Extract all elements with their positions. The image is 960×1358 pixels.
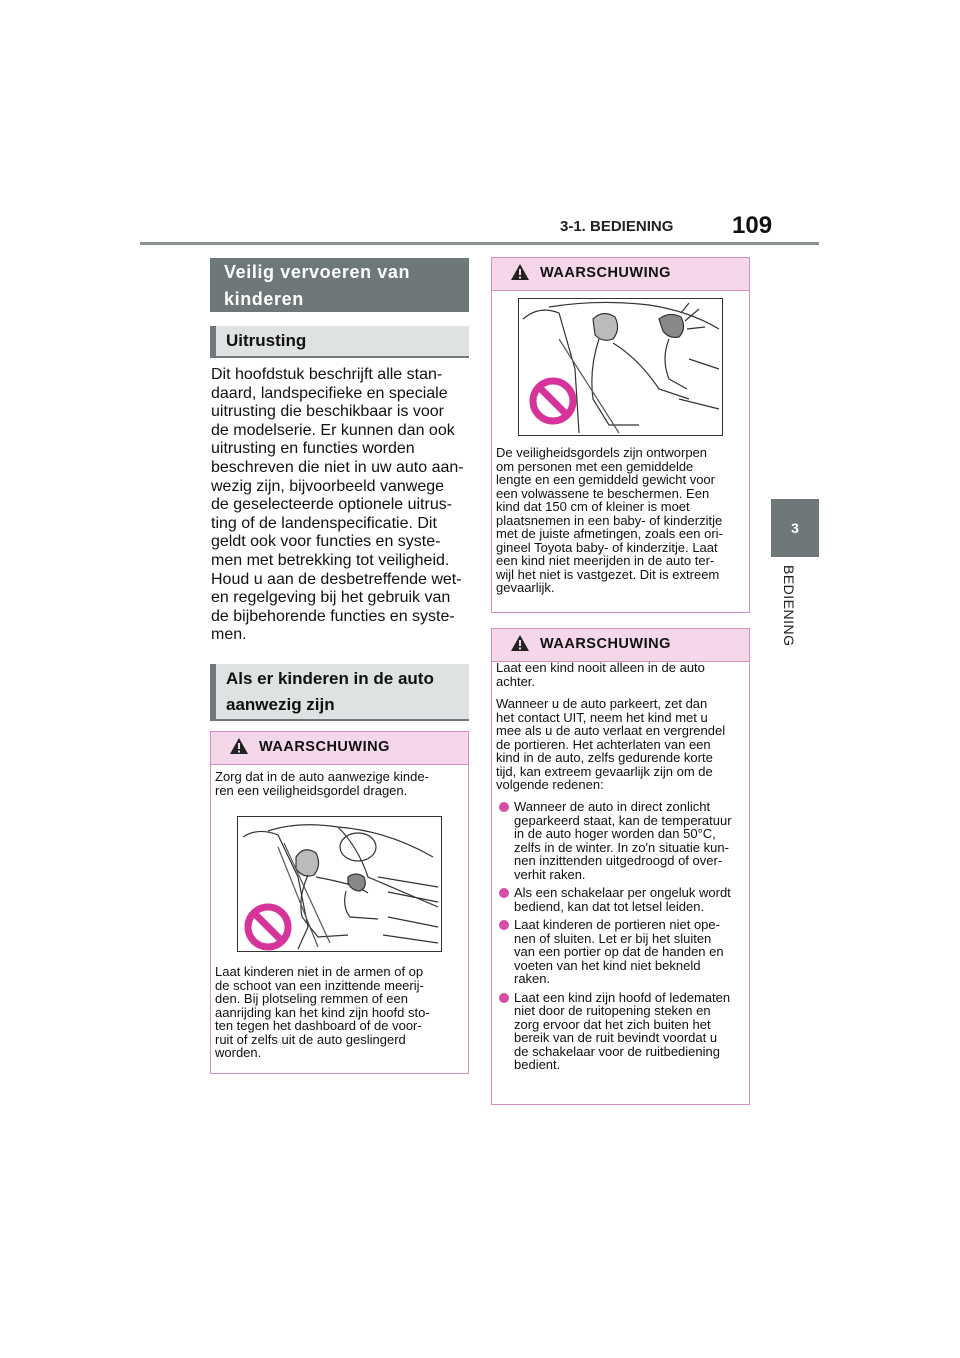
text-line: de geselecteerde optionele uitrus- (211, 496, 453, 514)
text-line: men met betrekking tot veiligheid. (211, 551, 450, 569)
text-line: ruit of zelfs uit de auto geslingerd (215, 1031, 406, 1047)
illustration-child-on-lap (237, 816, 442, 952)
text-line: uitrusting en functies worden (211, 440, 415, 458)
text-line: Wanneer u de auto parkeert, zet dan (496, 696, 708, 711)
text-line: zorg ervoor dat het zich buiten het (514, 1016, 711, 1032)
text-line: de schakelaar voor de ruitbediening (514, 1043, 720, 1059)
bullet-item (496, 918, 748, 986)
text-line: nen inzittenden uitgedroogd of over- (514, 853, 723, 868)
text-line: gevaarlijk. (496, 580, 555, 595)
bullet-dot-icon (499, 920, 509, 930)
section-title: 3-1. BEDIENING (560, 218, 674, 235)
bullet-dot-icon (499, 802, 509, 812)
text-line: Laat kinderen niet in de armen of op (215, 964, 424, 979)
intro-paragraph (211, 366, 469, 645)
text-line: de bijbehorende functies en syste- (211, 607, 455, 625)
text-line: wijl het niet is vastgezet. Dit is extreem (496, 566, 720, 582)
text-line: tijd, kan extreem gevaarlijk zijn om de (496, 763, 713, 779)
text-line: kind in de auto, zelfs gedurende korte (496, 750, 713, 765)
warning-header (492, 629, 749, 662)
text-line: mee als u de auto verlaat en vergrendel (496, 723, 726, 738)
text-line: de schoot van een inzittende meerij- (215, 977, 424, 993)
text-line: bereik van de ruit bevindt voordat u (514, 1030, 718, 1045)
text-line: Als een schakelaar per ongeluk wordt (514, 885, 731, 900)
chapter-label: BEDIENING (781, 565, 797, 647)
text-line: wezig zijn, bijvoorbeeld vanwege (211, 477, 445, 495)
warning-triangle-icon (510, 263, 530, 281)
text-line: De veiligheidsgordels zijn ontworpen (496, 445, 708, 460)
text-line: in de auto hoger worden dan 50°C, (514, 826, 716, 841)
warning-title: WAARSCHUWING (259, 739, 390, 755)
text-line: achter. (496, 673, 536, 689)
warning-box-3 (491, 628, 750, 1105)
text-line: worden. (215, 1045, 262, 1060)
main-heading: Veilig vervoeren van kinderen (210, 258, 469, 312)
text-line: raken. (514, 971, 551, 986)
header-rule (140, 242, 819, 245)
text-line: het contact UIT, neem het kind met u (496, 709, 708, 725)
text-line: ren een veiligheidsgordel dragen. (215, 782, 408, 798)
text-line: daard, landspecifieke en speciale (211, 384, 448, 402)
subheading-uitrusting: Uitrusting (210, 326, 469, 358)
text-line: aanrijding kan het kind zijn hoofd sto- (215, 1004, 430, 1020)
text-line: Laat een kind nooit alleen in de auto (496, 660, 705, 675)
text-line: de modelserie. Er kunnen dan ook (211, 421, 455, 439)
text-line: den. Bij plotseling remmen of een (215, 991, 408, 1006)
text-line: geldt ook voor functies en syste- (211, 533, 441, 551)
chapter-tab: 3 (771, 499, 819, 557)
warning-body (496, 446, 748, 595)
text-line: Zorg dat in de auto aanwezige kinde- (215, 769, 429, 784)
text-line: bedient. (514, 1057, 561, 1072)
text-line: kind dat 150 cm of kleiner is moet (496, 499, 690, 514)
bullet-dot-icon (499, 888, 509, 898)
illustration-child-standing (518, 298, 723, 436)
warning-bullet-list (496, 795, 748, 1072)
text-line: beschreven die niet in uw auto aan- (211, 458, 464, 476)
text-line: uitrusting die beschikbaar is voor (211, 403, 445, 421)
warning-para-1 (496, 661, 748, 688)
bullet-item (496, 800, 748, 881)
bullet-item (496, 991, 748, 1072)
text-line: lengte en een gemiddeld gewicht voor (496, 472, 715, 487)
warning-box-2 (491, 257, 750, 613)
page-number: 109 (732, 212, 773, 239)
text-line: Houd u aan de desbetreffende wet- (211, 570, 462, 588)
text-line: Wanneer de auto in direct zonlicht (514, 799, 711, 814)
warning-title: WAARSCHUWING (540, 265, 671, 281)
subheading-kinderen: Als er kinderen in de auto aanwezig zijn (210, 664, 469, 721)
bullet-item (496, 886, 748, 913)
warning-para-2 (496, 697, 748, 792)
text-line: van een portier op dat de handen en (514, 944, 724, 959)
text-line: om personen met een gemiddelde (496, 458, 694, 474)
warning-title: WAARSCHUWING (540, 636, 671, 652)
text-line: de portieren. Het achterlaten van een (496, 736, 711, 752)
warning-triangle-icon (229, 737, 249, 755)
text-line: ting of de landenspecificatie. Dit (211, 514, 437, 532)
text-line: Laat een kind zijn hoofd of ledematen (514, 989, 731, 1005)
warning-triangle-icon (510, 634, 530, 652)
text-line: geparkeerd staat, kan de temperatuur (514, 812, 732, 828)
text-line: een volwassene te beschermen. Een (496, 485, 710, 501)
text-line: plaatsnemen in een baby- of kinderzitje (496, 512, 723, 528)
warning-header (492, 258, 749, 291)
text-line: voeten van het kind niet bekneld (514, 957, 701, 973)
text-line: gineel Toyota baby- of kinderzitje. Laat (496, 539, 718, 555)
warning-body (215, 965, 465, 1060)
text-line: Dit hoofdstuk beschrijft alle stan- (211, 366, 443, 383)
warning-box-1 (210, 731, 469, 1074)
text-line: nen of sluiten. Let er bij het sluiten (514, 930, 712, 946)
text-line: ten tegen het dashboard of de voor- (215, 1018, 422, 1033)
warning-lead (215, 770, 465, 797)
text-line: volgende redenen: (496, 777, 604, 792)
text-line: met de juiste afmetingen, zoals een ori- (496, 526, 723, 541)
warning-header (211, 732, 468, 765)
text-line: een kind niet meerijden in de auto ter- (496, 553, 715, 568)
bullet-dot-icon (499, 993, 509, 1003)
text-line: Laat kinderen de portieren niet ope- (514, 917, 720, 932)
text-line: men. (211, 626, 247, 644)
text-line: en regelgeving bij het gebruik van (211, 589, 451, 607)
text-line: niet door de ruitopening steken en (514, 1003, 711, 1018)
text-line: zelfs in de winter. In zo'n situatie kun- (514, 839, 729, 855)
text-line: verhit raken. (514, 866, 586, 882)
text-line: bediend, kan dat tot letsel leiden. (514, 898, 705, 914)
